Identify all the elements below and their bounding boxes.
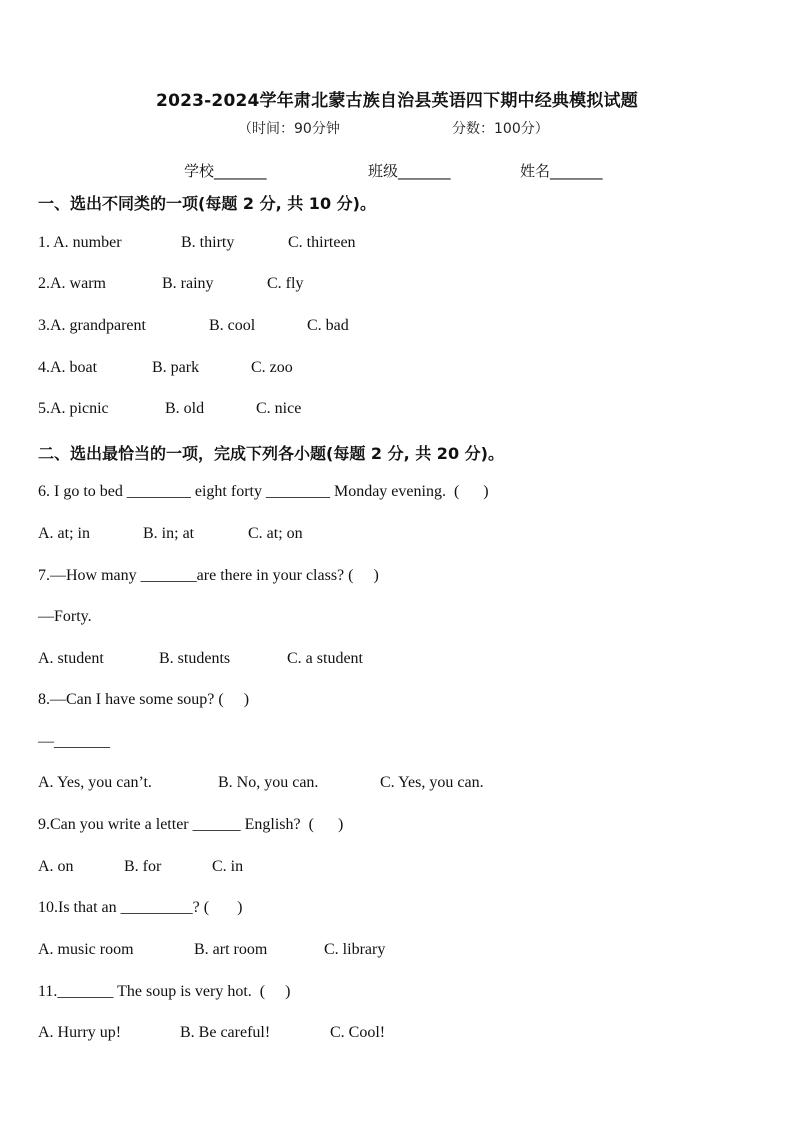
q1-option-a: 1. A. number: [38, 234, 122, 251]
q7-stem: 7.—How many _______are there in your class? ( ): [38, 567, 379, 584]
q10-option-c: C. library: [324, 941, 386, 958]
q7-option-a: A. student: [38, 650, 104, 667]
q4-option-b: B. park: [152, 359, 200, 376]
q10-option-a: A. music room: [38, 941, 134, 958]
q11-stem: 11._______ The soup is very hot. ( ): [38, 983, 291, 1000]
q1-option-b: B. thirty: [181, 234, 235, 251]
exam-time: （时间：90分钟: [238, 121, 340, 137]
q5-option-b: B. old: [165, 400, 205, 417]
section-two-heading: 二、选出最恰当的一项，完成下列各小题(每题 2 分, 共 20 分)。: [38, 444, 504, 463]
q9-option-b: B. for: [124, 858, 162, 875]
q8-option-c: C. Yes, you can.: [380, 774, 484, 791]
q9-stem: 9.Can you write a letter ______ English? ( ): [38, 816, 344, 833]
section-one-heading: 一、选出不同类的一项(每题 2 分, 共 10 分)。: [38, 194, 376, 213]
q3-option-c: C. bad: [307, 317, 349, 334]
q8-option-a: A. Yes, you can’t.: [38, 774, 152, 791]
q11-option-a: A. Hurry up!: [38, 1024, 122, 1041]
q10-stem: 10.Is that an _________? ( ): [38, 899, 243, 916]
exam-score: 分数：100分）: [452, 121, 549, 137]
q5-option-c: C. nice: [256, 400, 302, 417]
q6-option-a: A. at; in: [38, 525, 90, 542]
page-title: 2023-2024学年肃北蒙古族自治县英语四下期中经典模拟试题: [156, 91, 638, 111]
q8-stem: 8.—Can I have some soup? ( ): [38, 691, 250, 708]
name-field: 姓名_______: [520, 162, 603, 180]
q4-option-a: 4.A. boat: [38, 359, 98, 376]
q2-option-c: C. fly: [267, 275, 304, 292]
q4-option-c: C. zoo: [251, 359, 293, 376]
q10-option-b: B. art room: [194, 941, 268, 958]
q2-option-a: 2.A. warm: [38, 275, 106, 292]
q6-stem: 6. I go to bed ________ eight forty ________ Monday evening. ( ): [38, 483, 489, 500]
q3-option-b: B. cool: [209, 317, 256, 334]
q9-option-a: A. on: [38, 858, 74, 875]
q6-option-c: C. at; on: [248, 525, 303, 542]
q1-option-c: C. thirteen: [288, 234, 356, 251]
q3-option-a: 3.A. grandparent: [38, 317, 146, 334]
school-field: 学校_______: [184, 162, 267, 180]
q2-option-b: B. rainy: [162, 275, 214, 292]
q11-option-c: C. Cool!: [330, 1024, 386, 1041]
q11-option-b: B. Be careful!: [180, 1024, 271, 1041]
q8-reply: —_______: [38, 733, 110, 750]
q9-option-c: C. in: [212, 858, 244, 875]
q5-option-a: 5.A. picnic: [38, 400, 109, 417]
q6-option-b: B. in; at: [143, 525, 195, 542]
q7-option-b: B. students: [159, 650, 231, 667]
q7-reply: —Forty.: [38, 608, 92, 625]
class-field: 班级_______: [368, 162, 451, 180]
q8-option-b: B. No, you can.: [218, 774, 319, 791]
q7-option-c: C. a student: [287, 650, 363, 667]
